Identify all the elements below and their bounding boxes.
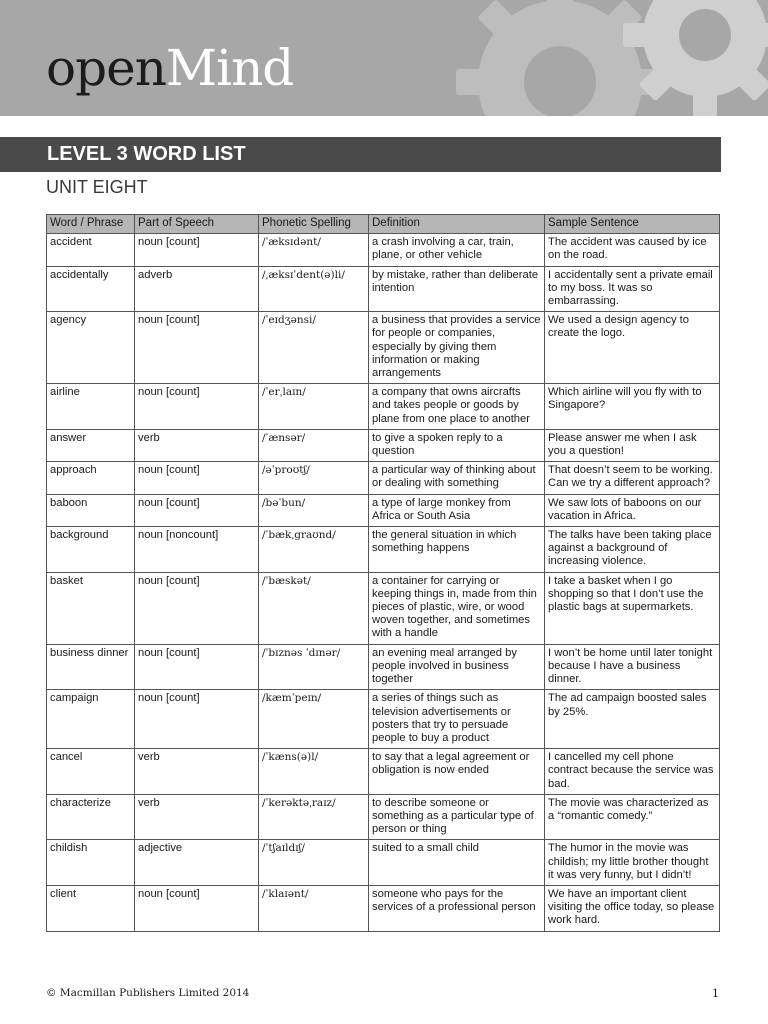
phonetic-cell: /ˈkæns(ə)l/ bbox=[259, 749, 369, 795]
sentence-cell: Which airline will you fly with to Singapore? bbox=[545, 384, 720, 430]
word-cell: business dinner bbox=[47, 644, 135, 690]
pos-cell: noun [count] bbox=[135, 494, 259, 526]
definition-cell: the general situation in which something happens bbox=[369, 527, 545, 573]
header-definition: Definition bbox=[369, 215, 545, 234]
pos-cell: verb bbox=[135, 429, 259, 461]
word-cell: airline bbox=[47, 384, 135, 430]
phonetic-cell: /ˈænsər/ bbox=[259, 429, 369, 461]
page-number: 1 bbox=[712, 987, 719, 1000]
logo-mind: Mind bbox=[165, 39, 294, 97]
unit-title: UNIT EIGHT bbox=[46, 177, 148, 197]
definition-cell: a series of things such as television advertisements or posters that try to persuade people to buy a product bbox=[369, 690, 545, 749]
sentence-cell: I take a basket when I go shopping so that I don’t use the plastic bags at supermarkets. bbox=[545, 572, 720, 644]
table-row bbox=[47, 266, 720, 312]
header-word: Word / Phrase bbox=[47, 215, 135, 234]
sentence-cell: That doesn’t seem to be working. Can we try a different approach? bbox=[545, 462, 720, 494]
sentence-cell: The movie was characterized as a “romantic comedy.” bbox=[545, 794, 720, 840]
definition-cell: a particular way of thinking about or dealing with something bbox=[369, 462, 545, 494]
page-title: LEVEL 3 WORD LIST bbox=[47, 143, 246, 165]
table-row bbox=[47, 234, 720, 266]
sentence-cell: The talks have been taking place against a background of increasing violence. bbox=[545, 527, 720, 573]
sentence-cell: The accident was caused by ice on the road. bbox=[545, 234, 720, 266]
sentence-cell: The humor in the movie was childish; my little brother thought it was very funny, but I didn’t! bbox=[545, 840, 720, 886]
word-cell: baboon bbox=[47, 494, 135, 526]
table-row bbox=[47, 794, 720, 840]
pos-cell: noun [count] bbox=[135, 312, 259, 384]
sentence-cell: I cancelled my cell phone contract because the service was bad. bbox=[545, 749, 720, 795]
word-cell: accidentally bbox=[47, 266, 135, 312]
phonetic-cell: /ˈerˌlaɪn/ bbox=[259, 384, 369, 430]
definition-cell: to say that a legal agreement or obligation is now ended bbox=[369, 749, 545, 795]
sentence-cell: We saw lots of baboons on our vacation in Africa. bbox=[545, 494, 720, 526]
pos-cell: noun [count] bbox=[135, 644, 259, 690]
table-row bbox=[47, 749, 720, 795]
phonetic-cell: /bəˈbun/ bbox=[259, 494, 369, 526]
table-row bbox=[47, 572, 720, 644]
logo-open: open bbox=[46, 39, 166, 97]
word-cell: accident bbox=[47, 234, 135, 266]
pos-cell: noun [count] bbox=[135, 572, 259, 644]
header-phonetic: Phonetic Spelling bbox=[259, 215, 369, 234]
definition-cell: a crash involving a car, train, plane, or other vehicle bbox=[369, 234, 545, 266]
word-cell: client bbox=[47, 885, 135, 931]
definition-cell: a business that provides a service for people or companies, especially by giving them information or making arrangements bbox=[369, 312, 545, 384]
table-row bbox=[47, 527, 720, 573]
word-cell: characterize bbox=[47, 794, 135, 840]
title-bar bbox=[0, 137, 721, 172]
phonetic-cell: /ˈeɪdʒənsi/ bbox=[259, 312, 369, 384]
pos-cell: noun [count] bbox=[135, 234, 259, 266]
phonetic-cell: /əˈproʊtʃ/ bbox=[259, 462, 369, 494]
table-row bbox=[47, 384, 720, 430]
sentence-cell: I won’t be home until later tonight because I have a business dinner. bbox=[545, 644, 720, 690]
word-cell: background bbox=[47, 527, 135, 573]
header-part-of-speech: Part of Speech bbox=[135, 215, 259, 234]
phonetic-cell: /ˌæksɪˈdent(ə)li/ bbox=[259, 266, 369, 312]
definition-cell: a company that owns aircrafts and takes people or goods by plane from one place to another bbox=[369, 384, 545, 430]
word-cell: agency bbox=[47, 312, 135, 384]
definition-cell: an evening meal arranged by people involved in business together bbox=[369, 644, 545, 690]
sentence-cell: Please answer me when I ask you a question! bbox=[545, 429, 720, 461]
header-sample-sentence: Sample Sentence bbox=[545, 215, 720, 234]
phonetic-cell: /ˈklaɪənt/ bbox=[259, 885, 369, 931]
word-cell: approach bbox=[47, 462, 135, 494]
table-row bbox=[47, 885, 720, 931]
table-row bbox=[47, 462, 720, 494]
table-header-row bbox=[47, 215, 720, 234]
phonetic-cell: /ˈæksɪdənt/ bbox=[259, 234, 369, 266]
phonetic-cell: /ˈbɪznəs ˈdɪnər/ bbox=[259, 644, 369, 690]
sentence-cell: We used a design agency to create the logo. bbox=[545, 312, 720, 384]
copyright-notice: © Macmillan Publishers Limited 2014 bbox=[46, 987, 250, 999]
table-row bbox=[47, 429, 720, 461]
phonetic-cell: /ˈbæskət/ bbox=[259, 572, 369, 644]
word-cell: answer bbox=[47, 429, 135, 461]
table-row bbox=[47, 840, 720, 886]
pos-cell: noun [count] bbox=[135, 690, 259, 749]
header-banner bbox=[0, 0, 768, 116]
definition-cell: to give a spoken reply to a question bbox=[369, 429, 545, 461]
sentence-cell: The ad campaign boosted sales by 25%. bbox=[545, 690, 720, 749]
pos-cell: adjective bbox=[135, 840, 259, 886]
word-cell: cancel bbox=[47, 749, 135, 795]
pos-cell: noun [count] bbox=[135, 462, 259, 494]
definition-cell: by mistake, rather than deliberate intention bbox=[369, 266, 545, 312]
definition-cell: someone who pays for the services of a professional person bbox=[369, 885, 545, 931]
pos-cell: noun [count] bbox=[135, 885, 259, 931]
phonetic-cell: /kæmˈpeɪn/ bbox=[259, 690, 369, 749]
table-row bbox=[47, 494, 720, 526]
openmind-logo bbox=[46, 38, 293, 98]
table-row bbox=[47, 312, 720, 384]
pos-cell: noun [count] bbox=[135, 384, 259, 430]
word-cell: childish bbox=[47, 840, 135, 886]
pos-cell: verb bbox=[135, 794, 259, 840]
table-row bbox=[47, 690, 720, 749]
phonetic-cell: /ˈbækˌgraʊnd/ bbox=[259, 527, 369, 573]
sentence-cell: I accidentally sent a private email to my boss. It was so embarrassing. bbox=[545, 266, 720, 312]
table-row bbox=[47, 644, 720, 690]
phonetic-cell: /ˈkerəktəˌraɪz/ bbox=[259, 794, 369, 840]
pos-cell: adverb bbox=[135, 266, 259, 312]
sentence-cell: We have an important client visiting the office today, so please work hard. bbox=[545, 885, 720, 931]
word-cell: campaign bbox=[47, 690, 135, 749]
pos-cell: noun [noncount] bbox=[135, 527, 259, 573]
definition-cell: to describe someone or something as a particular type of person or thing bbox=[369, 794, 545, 840]
word-list-table bbox=[46, 214, 720, 932]
pos-cell: verb bbox=[135, 749, 259, 795]
definition-cell: suited to a small child bbox=[369, 840, 545, 886]
definition-cell: a type of large monkey from Africa or South Asia bbox=[369, 494, 545, 526]
phonetic-cell: /ˈtʃaɪldɪʃ/ bbox=[259, 840, 369, 886]
word-cell: basket bbox=[47, 572, 135, 644]
definition-cell: a container for carrying or keeping things in, made from thin pieces of plastic, wire, or wood woven together, and sometimes with a handle bbox=[369, 572, 545, 644]
